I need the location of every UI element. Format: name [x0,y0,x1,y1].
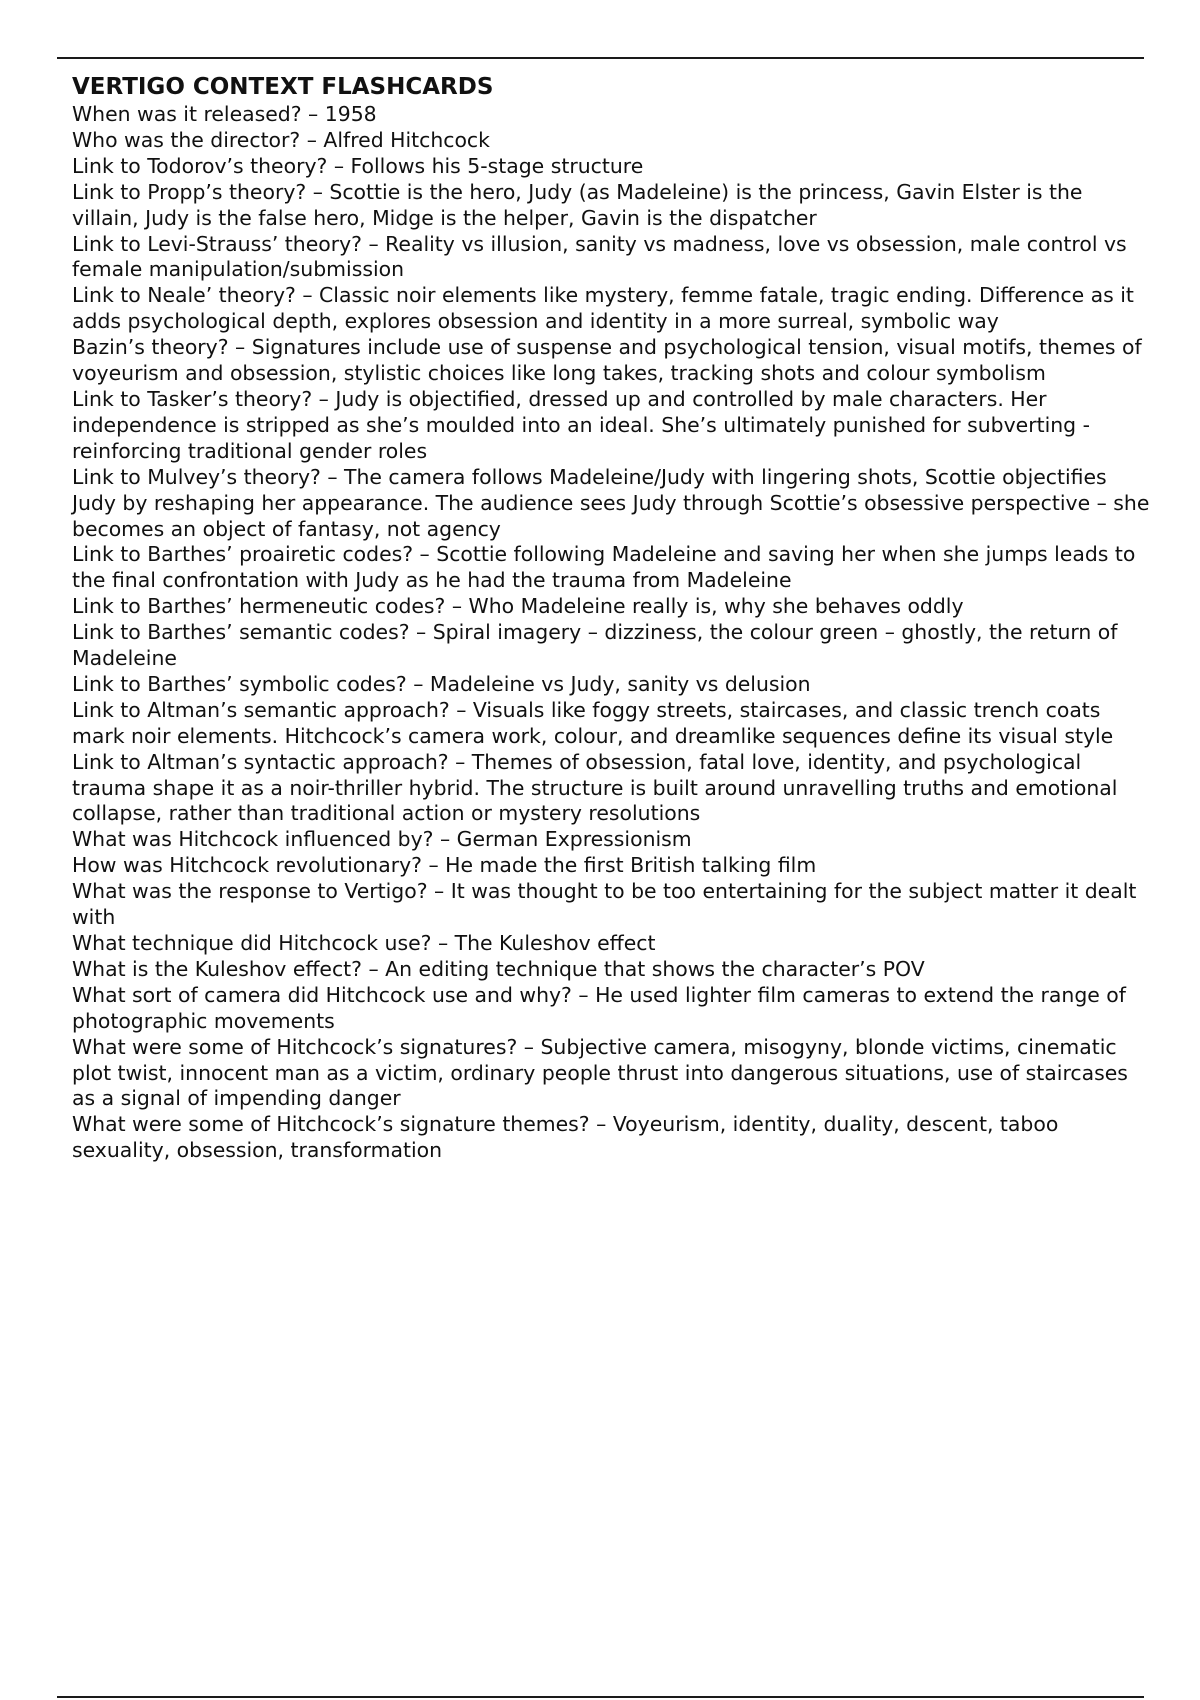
flashcard [72,154,1152,180]
flashcard-question: Link to Barthes’ hermeneutic codes? [72,594,446,619]
flashcard-question: What was the response to Vertigo? [72,879,428,904]
flashcard-separator: – [422,853,446,878]
flashcard-separator: – [300,127,324,152]
flashcard [72,542,1152,594]
flashcard-answer: He used lighter film cameras to extend the range of photographic movements [72,982,1126,1033]
flashcard-separator: – [320,464,345,489]
flashcard-answer: Themes of obsession, fatal love, identity, and psychological trauma shape it as a noir-thriller hybrid. The structure is built around unravelling truths and emotional collapse, rather than traditional action or mystery resolutions [72,749,1118,826]
flashcard-answer: Classic noir elements like mystery, femme fatale, tragic ending. Difference as it adds psychological depth, explores obsession and identity in a more surreal, symbolic way [72,283,1134,334]
flashcard-answer: Voyeurism, identity, duality, descent, taboo sexuality, obsession, transformation [72,1112,1059,1163]
flashcard-answer: The Kuleshov effect [454,931,656,955]
flashcard-separator: – [306,179,330,204]
flashcard [72,1035,1152,1113]
flashcard-document [72,72,1152,1164]
flashcard-question: What technique did Hitchcock use? [72,931,432,955]
flashcard-question: Link to Barthes’ semantic codes? [72,620,410,645]
flashcard [72,957,1152,983]
flashcard-answer: An editing technique that shows the character’s POV [385,956,925,981]
flashcard [72,128,1152,154]
flashcard-answer: Madeleine vs Judy, sanity vs delusion [429,671,811,696]
flashcard-separator: – [362,956,386,981]
flashcard-question: Link to Levi-Strauss’ theory? [72,231,362,256]
flashcard-answer: The camera follows Madeleine/Judy with lingering shots, Scottie objectifies Judy by reshaping her appearance. The audience sees Judy through Scottie’s obsessive perspective – she becomes an object of fantasy, not agency [72,464,1150,541]
flashcard [72,1112,1152,1164]
flashcard [72,335,1152,387]
flashcard-separator: – [312,386,336,411]
flashcard-answer: He made the first British talking film [445,853,817,878]
flashcard-separator: – [362,231,386,256]
flashcard-question: Link to Altman’s syntactic approach? [72,749,449,774]
flashcard-question: Link to Barthes’ proairetic codes? [72,542,414,567]
flashcard-question: Link to Neale’ theory? [72,283,296,308]
flashcard-question: Link to Barthes’ symbolic codes? [72,671,407,696]
flashcard-answer: Who Madeleine really is, why she behaves oddly [468,594,964,619]
flashcard-question: What was Hitchcock influenced by? [72,827,434,852]
flashcard-separator: – [433,827,457,852]
flashcard-question: What is the Kuleshov effect? [72,956,362,981]
flashcard-question: Link to Propp’s theory? [72,179,307,204]
flashcard-separator: – [589,1112,613,1137]
bottom-rule [57,1696,1144,1698]
flashcard-separator: – [517,1034,541,1059]
flashcard [72,102,1152,128]
flashcard-separator: – [431,931,455,955]
flashcard-question: Link to Mulvey’s theory? [72,464,321,489]
flashcard [72,232,1152,284]
flashcard [72,750,1152,828]
flashcard-answer: Judy is objectified, dressed up and controlled by male characters. Her independence is stripped as she’s moulded into an ideal. She’s ultimately punished for subverting - reinforcing traditional gender roles [72,386,1090,463]
flashcard-separator: – [406,671,430,696]
flashcard [72,827,1152,853]
flashcard-question: How was Hitchcock revolutionary? [72,853,422,878]
flashcard-separator: – [449,697,473,722]
flashcard-question: Link to Altman’s semantic approach? [72,697,450,722]
flashcard-answer: German Expressionism [456,827,692,852]
flashcard [72,387,1152,465]
flashcard-list [72,102,1152,1164]
flashcard-separator: – [228,335,252,360]
flashcard [72,879,1152,931]
flashcard-question: What sort of camera did Hitchcock use and why? [72,982,572,1007]
flashcard-answer: Spiral imagery – dizziness, the colour green – ghostly, the return of Madeleine [72,620,1118,671]
flashcard-answer: Subjective camera, misogyny, blonde victims, cinematic plot twist, innocent man as a victim, ordinary people thrust into dangerous situations, use of staircases as a signal of impending danger [72,1034,1128,1111]
flashcard [72,983,1152,1035]
flashcard [72,594,1152,620]
top-rule [57,57,1144,59]
flashcard [72,931,1152,957]
flashcard-answer: Reality vs illusion, sanity vs madness, love vs obsession, male control vs female manipulation/submission [72,231,1127,282]
flashcard-question: Link to Tasker’s theory? [72,386,313,411]
flashcard-question: What were some of Hitchcock’s signatures? [72,1034,518,1059]
flashcard-question: Link to Todorov’s theory? [72,153,328,178]
flashcard [72,180,1152,232]
flashcard [72,672,1152,698]
flashcard-question: Bazin’s theory? [72,335,229,360]
flashcard-separator: – [327,153,351,178]
flashcard-separator: – [295,283,320,308]
flashcard-separator: – [448,749,472,774]
flashcard-answer: Scottie following Madeleine and saving her when she jumps leads to the final confrontation with Judy as he had the trauma from Madeleine [72,542,1136,593]
flashcard [72,465,1152,543]
flashcard-separator: – [445,594,469,619]
flashcard-separator: – [301,102,325,126]
flashcard-answer: 1958 [324,102,377,126]
flashcard-answer: Signatures include use of suspense and psychological tension, visual motifs, themes of voyeurism and obsession, stylistic choices like long takes, tracking shots and colour symbolism [72,335,1142,386]
flashcard-question: When was it released? [72,102,302,126]
flashcard [72,853,1152,879]
flashcard [72,698,1152,750]
flashcard-question: What were some of Hitchcock’s signature themes? [72,1112,590,1137]
flashcard-answer: It was thought to be too entertaining for the subject matter it dealt with [72,879,1137,930]
flashcard [72,620,1152,672]
flashcard-answer: Scottie is the hero, Judy (as Madeleine) is the princess, Gavin Elster is the villain, Judy is the false hero, Midge is the helper, Gavin is the dispatcher [72,179,1083,230]
flashcard-answer: Alfred Hitchcock [323,127,490,152]
flashcard-separator: – [413,542,437,567]
flashcard-separator: – [427,879,451,904]
flashcard-separator: – [409,620,433,645]
flashcard [72,283,1152,335]
document-title: VERTIGO CONTEXT FLASHCARDS [72,74,494,100]
flashcard-answer: Visuals like foggy streets, staircases, and classic trench coats mark noir elements. Hitchcock’s camera work, colour, and dreamlike sequences define its visual style [72,697,1114,748]
flashcard-question: Who was the director? [72,127,301,152]
flashcard-answer: Follows his 5-stage structure [350,153,644,178]
flashcard-separator: – [571,982,596,1007]
